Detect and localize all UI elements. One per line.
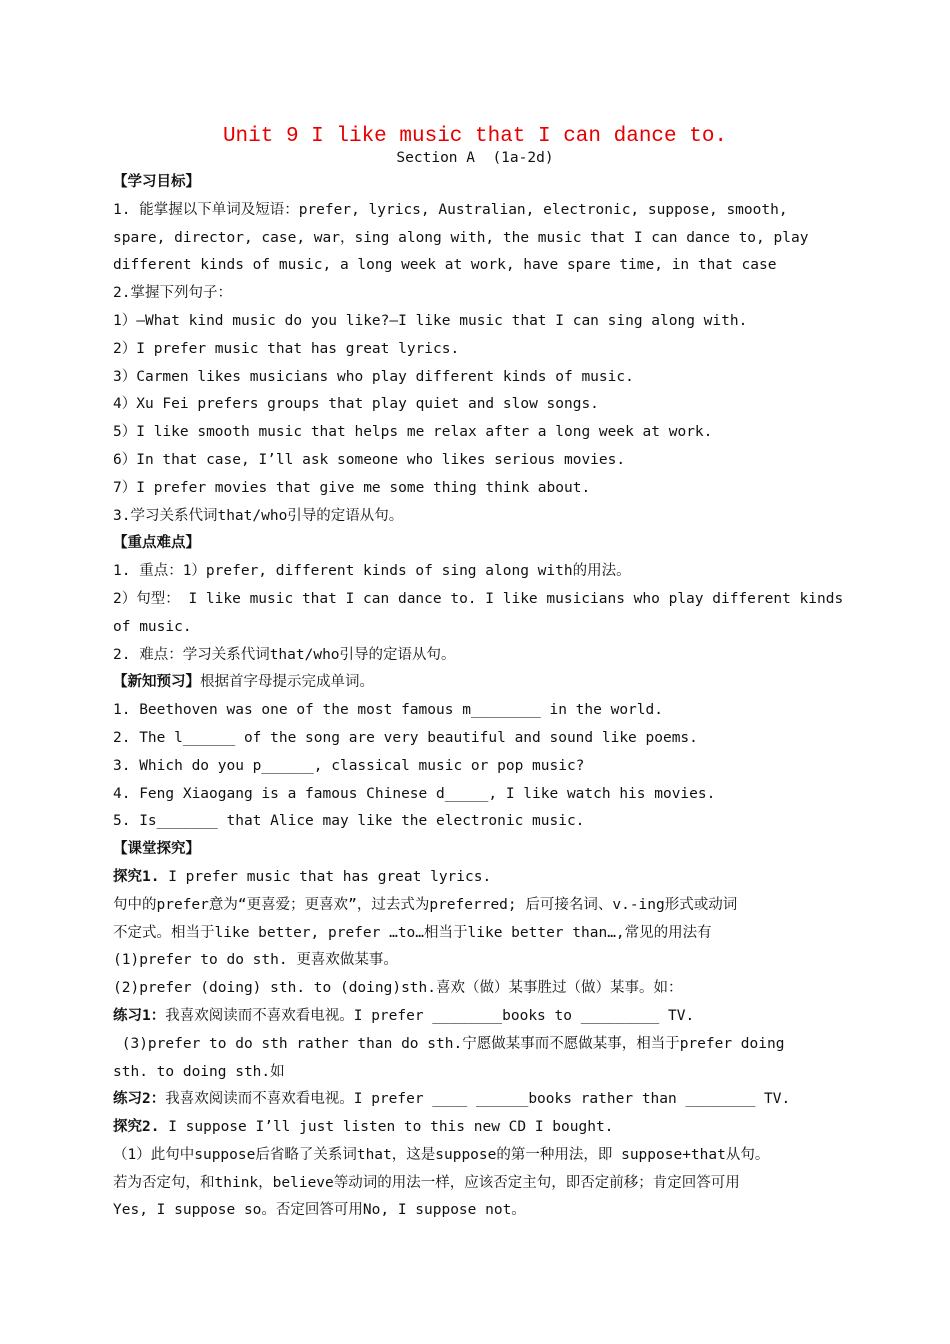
text-line: 3. Which do you p______, classical music or pop music? bbox=[113, 757, 585, 774]
section-heading: 【学习目标】 bbox=[113, 174, 200, 190]
text-line: (2)prefer (doing) sth. to (doing)sth.喜欢（做）某事胜过（做）某事。如： bbox=[113, 980, 683, 997]
text-line bbox=[113, 1114, 838, 1142]
text-line: sth. to doing sth.如 bbox=[113, 1063, 285, 1080]
text-line: 4. Feng Xiaogang is a famous Chinese d_____, I like watch his movies. bbox=[113, 785, 716, 802]
text-line: (3)prefer to do sth rather than do sth.宁愿做某事而不愿做某事，相当于prefer doing bbox=[113, 1035, 785, 1052]
document-body bbox=[113, 169, 844, 1225]
text-line: 1. 能掌握以下单词及短语：prefer, lyrics, Australian, electronic, suppose, smooth, bbox=[113, 201, 788, 218]
text-line: 5）I like smooth music that helps me relax after a long week at work. bbox=[113, 424, 713, 441]
text-line: 6）In that case, I’ll ask someone who likes serious movies. bbox=[113, 451, 626, 468]
text-line: 2.掌握下列句子： bbox=[113, 285, 232, 302]
text-line: 1. 重点：1）prefer, different kinds of sing along with的用法。 bbox=[113, 563, 631, 580]
line-text: 根据首字母提示完成单词。 bbox=[200, 674, 374, 691]
section-heading: 【重点难点】 bbox=[113, 535, 200, 552]
text-line bbox=[113, 864, 838, 892]
text-line: 句中的prefer意为“更喜爱；更喜欢”，过去式为preferred; 后可接名词、v.-ing形式或动词 bbox=[113, 896, 738, 913]
line-label: 练习2： bbox=[113, 1091, 166, 1108]
page-title: Unit 9 I like music that I can dance to. bbox=[222, 125, 728, 148]
line-text: 我喜欢阅读而不喜欢看电视。I prefer ________books to _________ TV. bbox=[165, 1007, 695, 1024]
line-text: I prefer music that has great lyrics. bbox=[159, 868, 492, 885]
text-line: 5. Is_______ that Alice may like the electronic music. bbox=[113, 813, 585, 830]
line-label: 探究1. bbox=[113, 868, 160, 885]
text-line: 2. The l______ of the song are very beautiful and sound like poems. bbox=[113, 729, 698, 746]
line-label: 练习1： bbox=[113, 1007, 166, 1024]
text-line bbox=[113, 669, 838, 697]
text-line: 1）—What kind music do you like?—I like music that I can sing along with. bbox=[113, 312, 748, 329]
page-subtitle: Section A (1a-2d) bbox=[396, 150, 554, 166]
text-line: 4）Xu Fei prefers groups that play quiet and slow songs. bbox=[113, 396, 599, 413]
text-line: 2. 难点：学习关系代词that/who引导的定语从句。 bbox=[113, 646, 456, 663]
text-line: 2）句型： I like music that I can dance to. I like musicians who play different kinds bbox=[113, 590, 844, 607]
text-line: 不定式。相当于like better, prefer …to…相当于like better than…,常见的用法有 bbox=[113, 924, 712, 941]
line-text: I suppose I’ll just listen to this new CD I bought. bbox=[159, 1119, 614, 1136]
text-line: 7）I prefer movies that give me some thing think about. bbox=[113, 479, 591, 496]
text-line: （1）此句中suppose后省略了关系词that，这是suppose的第一种用法，即 suppose+that从句。 bbox=[113, 1146, 770, 1163]
text-line: 2）I prefer music that has great lyrics. bbox=[113, 340, 460, 357]
text-line: spare, director, case, war，sing along with, the music that I can dance to, play bbox=[113, 229, 809, 246]
text-line: of music. bbox=[113, 618, 192, 635]
line-text: 我喜欢阅读而不喜欢看电视。I prefer ____ ______books rather than ________ TV. bbox=[165, 1091, 791, 1108]
section-heading: 【课堂探究】 bbox=[113, 841, 200, 858]
text-line: 3）Carmen likes musicians who play different kinds of music. bbox=[113, 368, 634, 385]
text-line: different kinds of music, a long week at work, have spare time, in that case bbox=[113, 257, 777, 274]
text-line: (1)prefer to do sth. 更喜欢做某事。 bbox=[113, 952, 398, 969]
text-line bbox=[113, 1003, 838, 1031]
text-line: 1. Beethoven was one of the most famous m________ in the world. bbox=[113, 702, 663, 719]
line-label: 探究2. bbox=[113, 1119, 160, 1136]
text-line: Yes, I suppose so。否定回答可用No, I suppose not。 bbox=[113, 1202, 526, 1219]
text-line: 3.学习关系代词that/who引导的定语从句。 bbox=[113, 507, 404, 524]
text-line bbox=[113, 1086, 838, 1114]
text-line: 若为否定句，和think，believe等动词的用法一样，应该否定主句，即否定前移；肯定回答可用 bbox=[113, 1174, 740, 1191]
line-label: 【新知预习】 bbox=[113, 674, 200, 691]
